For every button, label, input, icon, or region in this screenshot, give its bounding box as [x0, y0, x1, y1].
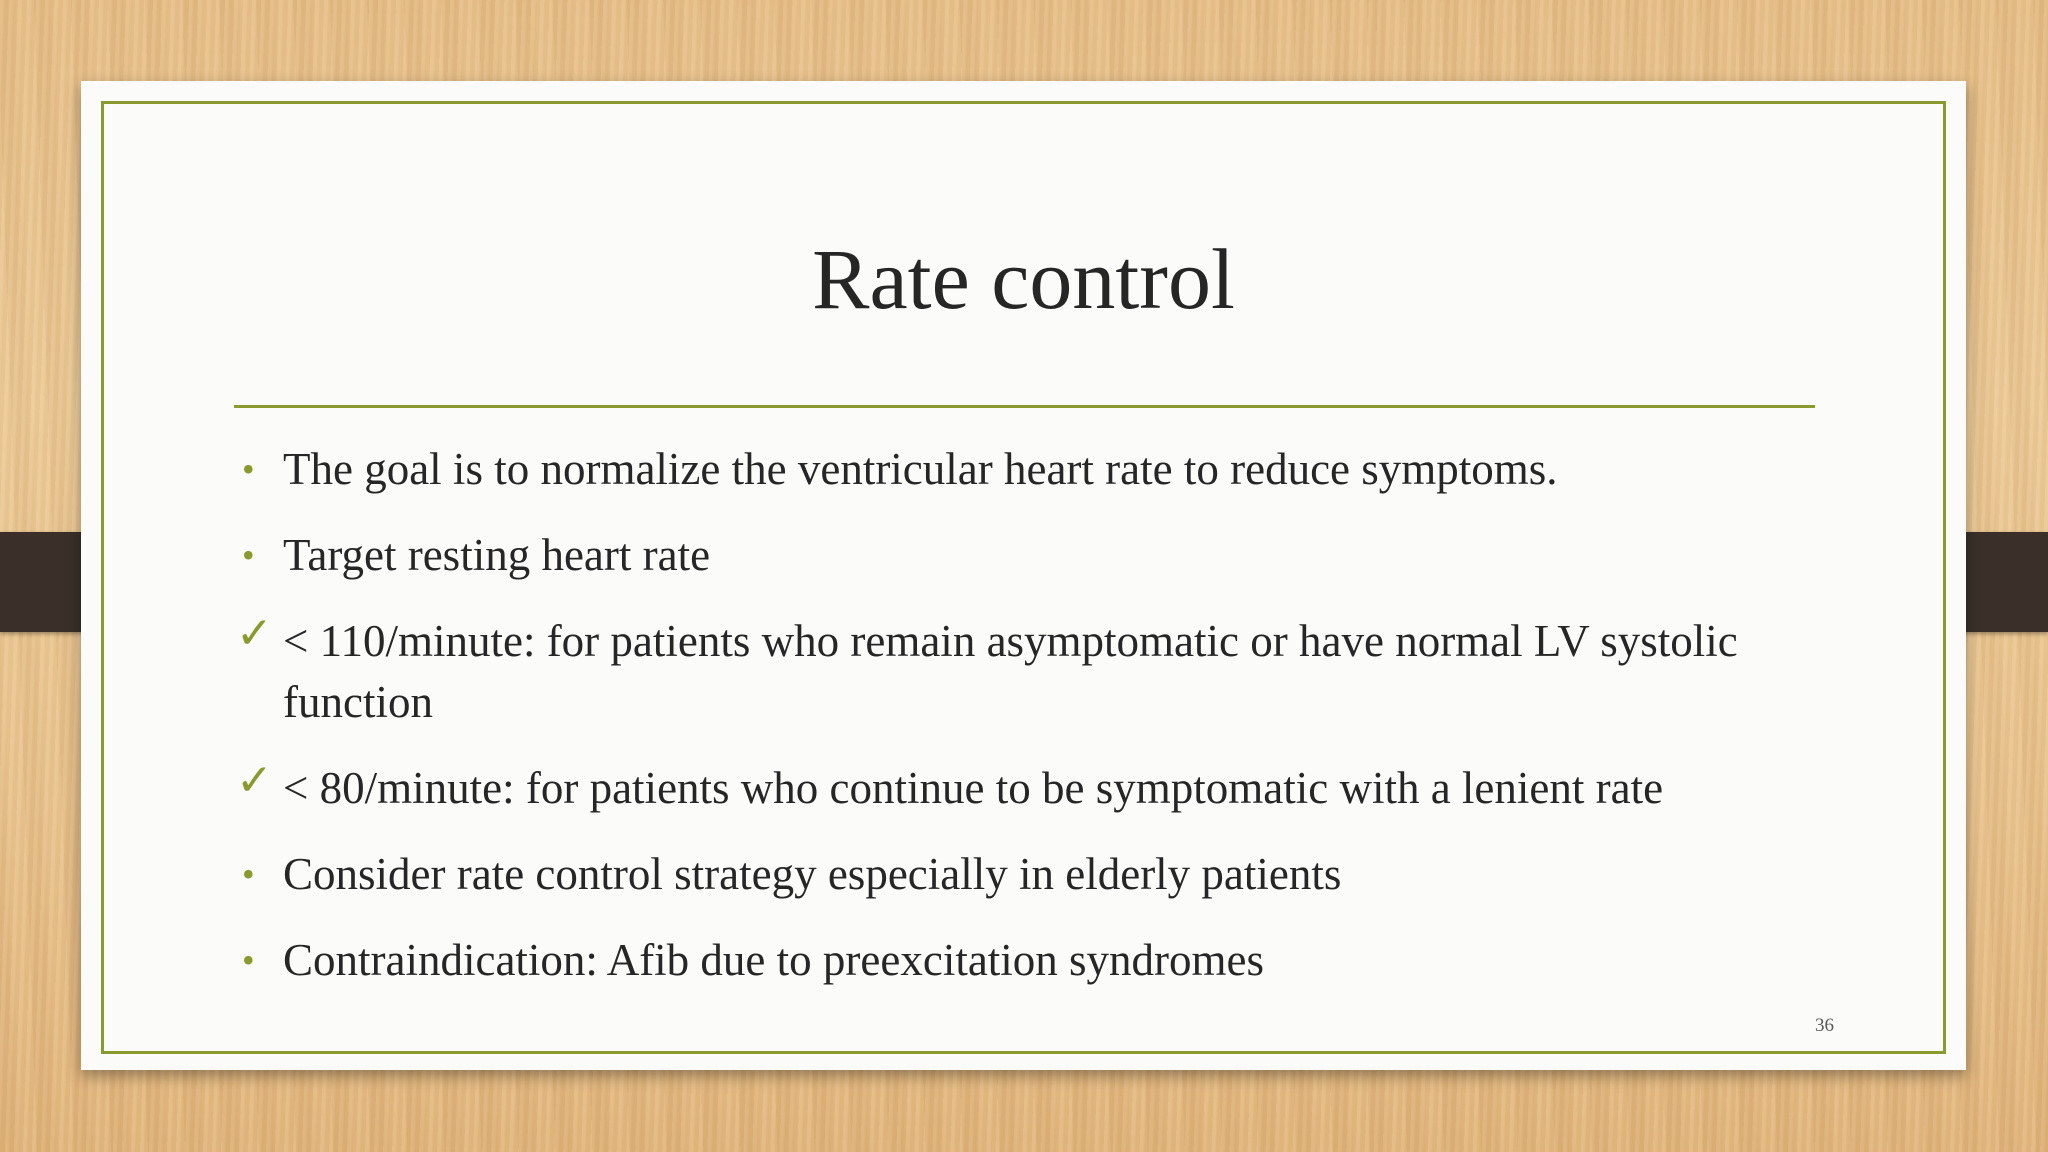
slide-title: Rate control: [812, 231, 1235, 327]
bullet-text: < 80/minute: for patients who continue to be symptomatic with a lenient rate: [283, 763, 1664, 813]
checkmark-icon: ✓: [236, 755, 273, 806]
bullet-dot-icon: •: [242, 535, 255, 575]
bullet-text: Contraindication: Afib due to preexcitation syndromes: [283, 935, 1265, 985]
bullet-item: [234, 439, 1824, 500]
bullet-text: Target resting heart rate: [283, 530, 711, 580]
title-divider: [234, 405, 1815, 408]
slide: [81, 81, 1966, 1070]
bullet-text: The goal is to normalize the ventricular heart rate to reduce symptoms.: [283, 444, 1558, 494]
bullet-text: Consider rate control strategy especially in elderly patients: [283, 849, 1342, 899]
checkmark-icon: ✓: [236, 608, 273, 659]
bullet-text: < 110/minute: for patients who remain asymptomatic or have normal LV systolic function: [283, 616, 1738, 727]
bullet-list: [234, 439, 1824, 1016]
bullet-dot-icon: •: [242, 449, 255, 489]
bullet-item: [234, 930, 1824, 991]
bullet-dot-icon: •: [242, 940, 255, 980]
bullet-item: [234, 844, 1824, 905]
bullet-item: [234, 608, 1824, 733]
bullet-dot-icon: •: [242, 854, 255, 894]
bullet-item: [234, 755, 1824, 819]
page-number: 36: [1815, 1015, 1834, 1036]
bullet-item: [234, 525, 1824, 586]
